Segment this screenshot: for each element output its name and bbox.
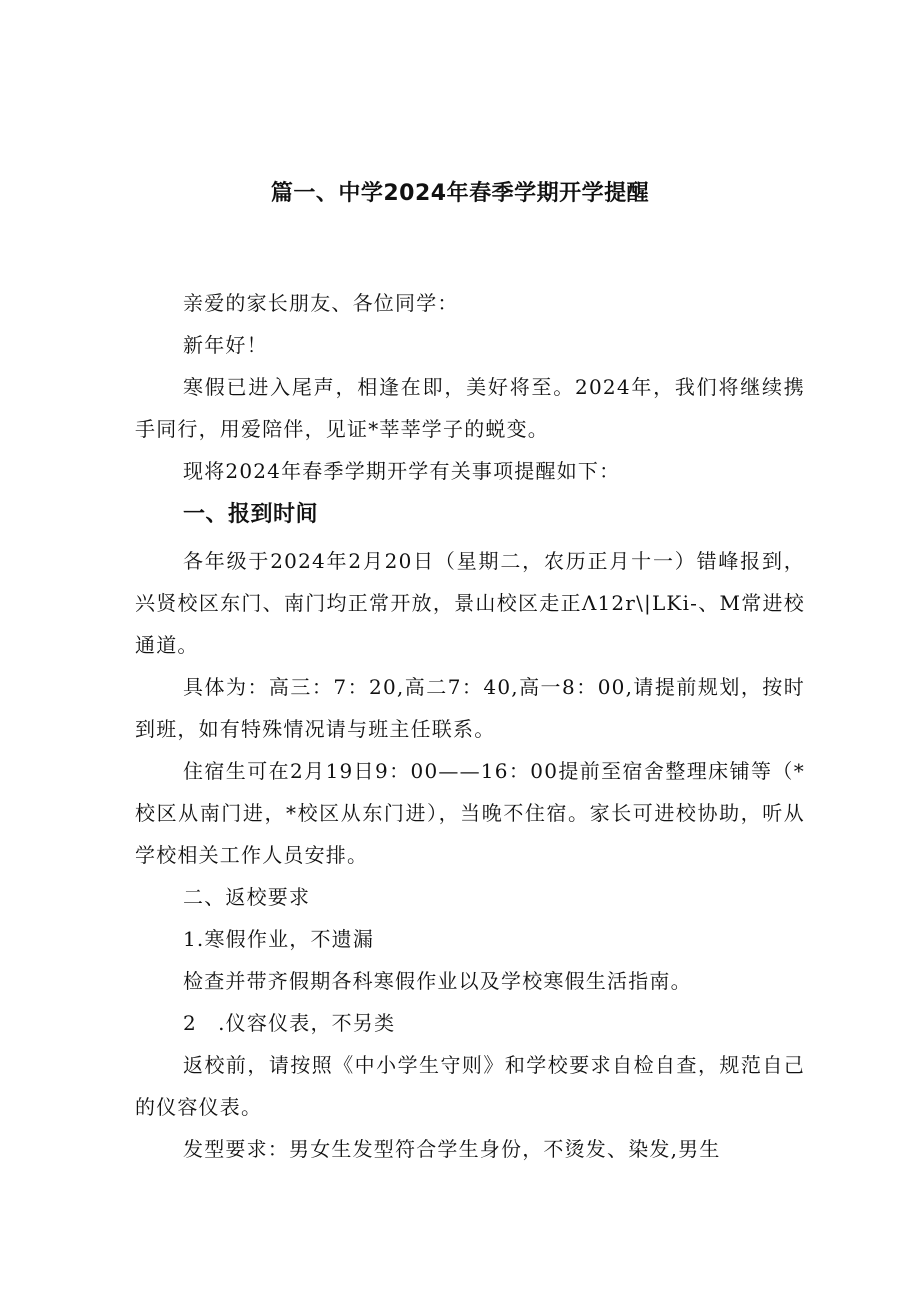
paragraph-homework: 检查并带齐假期各科寒假作业以及学校寒假生活指南。 (183, 969, 692, 993)
section-heading-report-time: 一、报到时间 (183, 502, 319, 527)
paragraph-appearance: 返校前，请按照《中小学生守则》和学校要求自检自查，规范自己的仪容仪表。 (135, 1053, 805, 1119)
paragraph-greeting: 亲爱的家长朋友、各位同学： (183, 291, 459, 315)
document-body (135, 282, 805, 1170)
paragraph-intro: 寒假已进入尾声，相逢在即，美好将至。2024年，我们将继续携手同行，用爱陪伴，见证*莘莘学子的蜕变。 (135, 375, 805, 441)
paragraph-hairstyle: 发型要求：男女生发型符合学生身份，不烫发、染发,男生 (183, 1137, 721, 1161)
document-title: 篇一、中学2024年春季学期开学提醒 (270, 181, 650, 206)
paragraph-boarding: 住宿生可在2月19日9：00——16：00提前至宿舍整理床铺等（*校区从南门进，*校区从东门进），当晚不住宿。家长可进校协助，听从学校相关工作人员安排。 (135, 759, 805, 867)
paragraph-new-year: 新年好！ (183, 333, 268, 357)
subheading-homework: 1.寒假作业，不遗漏 (183, 927, 375, 951)
paragraph-schedule: 具体为：高三：7：20,高二7：40,高一8：00,请提前规划，按时到班，如有特殊情况请与班主任联系。 (135, 675, 805, 741)
section-heading-return-requirements: 二、返校要求 (183, 885, 311, 909)
paragraph-report-date: 各年级于2024年2月20日（星期二，农历正月十一）错峰报到，兴贤校区东门、南门均正常开放，景山校区走正Λ12r\|LKi-、M常进校通道。 (135, 549, 805, 657)
subheading-appearance: 2 .仪容仪表，不另类 (183, 1011, 396, 1035)
paragraph-notice-lead: 现将2024年春季学期开学有关事项提醒如下： (183, 459, 621, 483)
